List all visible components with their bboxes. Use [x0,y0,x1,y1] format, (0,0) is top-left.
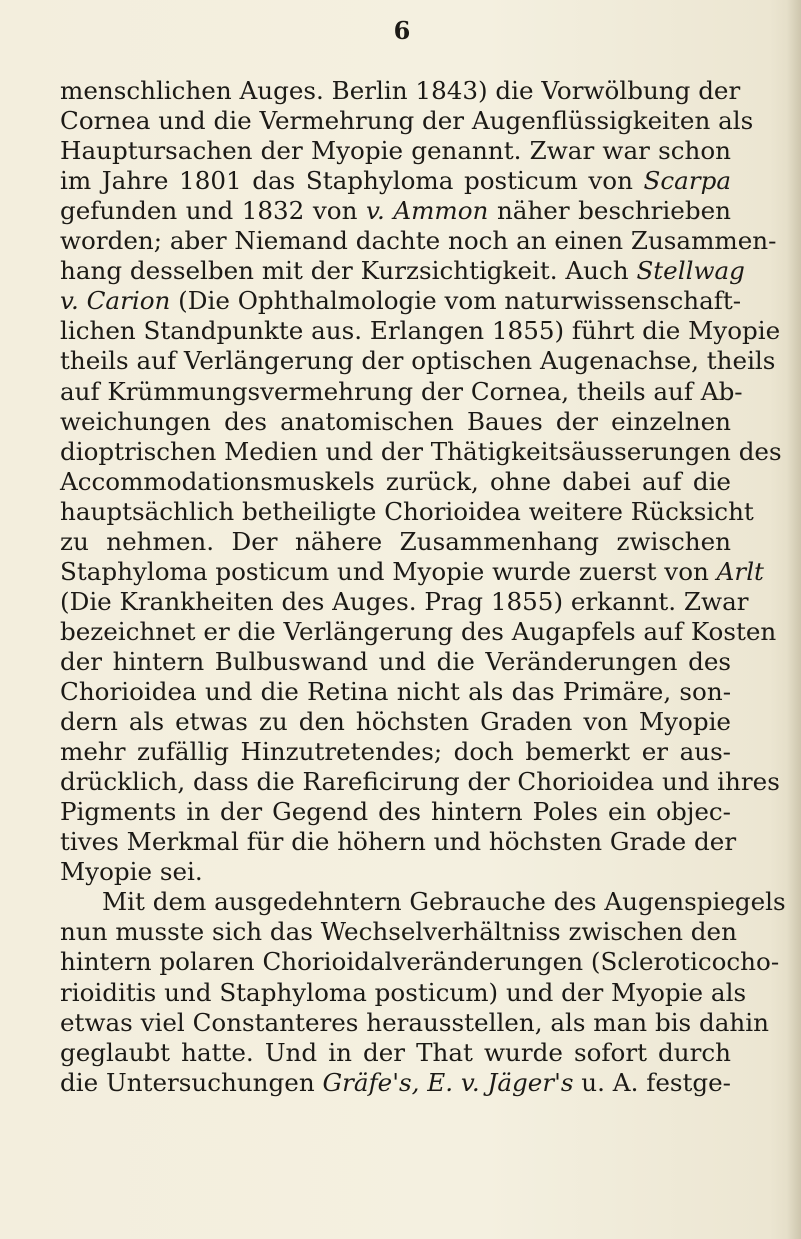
text-segment: rioiditis und Staphyloma posticum) und der Myopie als [60,977,747,1007]
text-line [60,436,782,467]
text-line [60,407,731,437]
italic-name: v. Ammon [365,196,489,226]
italic-name: Scarpa [643,166,731,196]
text-segment: geglaubt hatte. Und in der That wurde sofort durch [60,1037,731,1067]
text-segment: Hauptursachen der Myopie genannt. Zwar war schon [60,136,731,166]
text-line [60,647,731,677]
text-line [60,827,737,857]
text-line [60,346,776,376]
text-line [60,76,741,106]
text-segment: dern als etwas zu den höchsten Graden von Myopie [60,707,731,737]
text-segment: mehr zufällig Hinzutretendes; doch bemerkt er aus- [60,737,731,767]
text-segment: lichen Standpunkte aus. Erlangen 1855) führt die Myopie [60,316,781,346]
text-line [60,677,731,707]
text-line [60,1007,769,1038]
text-line [60,136,731,166]
text-segment: (Die Ophthalmologie vom naturwissenschaft- [170,286,742,316]
text-segment: Pigments in der Gegend des hintern Poles ein objec- [60,797,731,827]
text-line [60,166,731,196]
text-line [60,616,777,647]
page-number: 6 [393,16,411,45]
text-line [60,376,743,407]
text-line [60,917,737,947]
text-segment: etwas viel Constanteres herausstellen, als man bis dahin [60,1007,769,1037]
text-segment: Cornea und die Vermehrung der Augenflüssigkeiten als [60,106,754,136]
text-line [60,467,731,497]
text-segment: weichungen des anatomischen Baues der einzelnen [60,406,731,436]
text-line [60,1038,731,1068]
text-segment: Mit dem ausgedehntern Gebrauche des Augenspiegels [102,887,786,917]
text-segment: näher beschrieben [488,196,731,226]
text-line [60,316,781,346]
text-line [60,556,764,587]
text-segment: hang desselben mit der Kurzsichtigkeit. Auch [60,256,637,286]
text-line [60,256,745,286]
italic-name: Arlt [716,556,764,586]
text-line [60,226,777,256]
text-line [60,527,731,557]
text-segment: Chorioidea und die Retina nicht als das Primäre, son- [60,677,731,706]
text-segment: menschlichen Auges. Berlin 1843) die Vorwölbung der [60,76,741,105]
text-segment: der hintern Bulbuswand und die Veränderungen des [60,646,731,676]
text-segment: hauptsächlich betheiligte Chorioidea weitere Rücksicht [60,496,754,526]
text-segment: nun musste sich das Wechselverhältniss zwischen den [60,917,737,947]
text-line [60,767,780,797]
text-segment: bezeichnet er die Verlängerung des Augapfels auf Kosten [60,616,777,646]
text-segment: drücklich, dass die Rareficirung der Chorioidea und ihres [60,767,780,797]
text-line [60,496,754,527]
text-segment: Myopie sei. [60,857,203,887]
text-segment: auf Krümmungsvermehrung der Cornea, theils auf Ab- [60,376,743,406]
text-segment: u. A. festge- [573,1067,731,1097]
text-line [60,196,731,226]
text-line [60,797,731,827]
text-segment: theils auf Verlängerung der optischen Augenachse, theils [60,346,776,376]
text-line [60,106,754,136]
text-segment: dioptrischen Medien und der Thätigkeitsäusserungen des [60,436,782,466]
italic-name: v. Carion [60,286,171,316]
text-line [60,737,731,767]
text-line [60,977,747,1008]
text-segment: gefunden und 1832 von [60,196,366,226]
text-line [60,857,731,887]
text-segment: Accommodationsmuskels zurück, ohne dabei auf die [60,466,731,496]
text-segment: worden; aber Niemand dachte noch an einen Zusammen- [60,226,777,256]
text-segment: (Die Krankheiten des Auges. Prag 1855) erkannt. Zwar [60,586,749,616]
italic-name: Gräfe's, E. v. Jäger's [322,1067,574,1097]
text-line [60,1068,731,1098]
text-segment: im Jahre 1801 das Staphyloma posticum von [60,166,644,196]
text-line [102,887,786,917]
text-line [60,286,742,316]
text-segment: zu nehmen. Der nähere Zusammenhang zwischen [60,526,731,556]
text-segment: hintern polaren Chorioidalveränderungen (Scleroticocho- [60,947,780,977]
italic-name: Stellwag [636,256,745,286]
text-line [60,707,731,737]
text-segment: die Untersuchungen [60,1067,323,1097]
text-line [60,586,749,617]
text-segment: tives Merkmal für die höhern und höchsten Grade der [60,827,737,857]
text-line [60,947,780,977]
text-segment: Staphyloma posticum und Myopie wurde zuerst von [60,556,717,586]
